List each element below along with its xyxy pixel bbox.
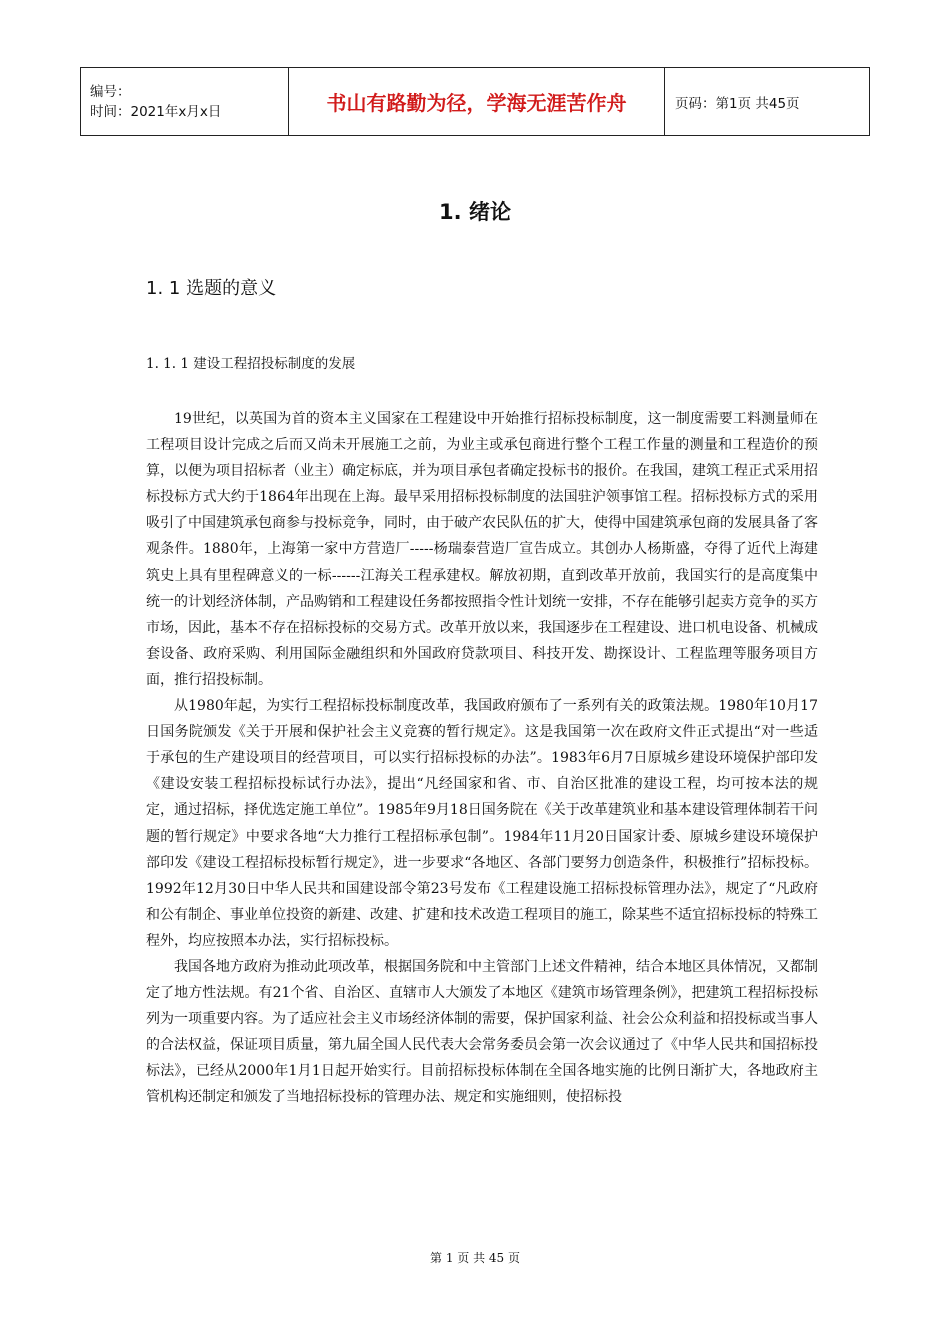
header-left-cell <box>81 68 289 136</box>
header-motto: 书山有路勤为径，学海无涯苦作舟 <box>289 68 665 136</box>
chapter-title: 1. 绪论 <box>439 200 511 224</box>
document-number-label: 编号： <box>90 83 131 100</box>
paragraph: 从1980年起，为实行工程招标投标制度改革，我国政府颁布了一系列有关的政策法规。1980年10月17日国务院颁发《关于开展和保护社会主义竞赛的暂行规定》。这是我国第一次在政府文件正式提出“对一些适于承包的生产建设项目的经营项目，可以实行招标投标的办法”。1983年6月7日原城乡建设环境保护部印发《建设安装工程招标投标试行办法》，提出“凡经国家和省、市、自治区批准的建设工程，均可按本法的规定，通过招标，择优选定施工单位”。1985年9月18日国务院在《关于改革建筑业和基本建设管理体制若干问题的暂行规定》中要求各地“大力推行工程招标承包制”。1984年11月20日国家计委、原城乡建设环境保护部印发《建设工程招标投标暂行规定》，进一步要求“各地区、各部门要努力创造条件，积极推行”招标投标。1992年12月30日中华人民共和国建设部令第23号发布《工程建设施工招标投标管理办法》，规定了“凡政府和公有制企、事业单位投资的新建、改建、扩建和技术改造工程项目的施工，除某些不适宜招标投标的特殊工程外，均应按照本办法，实行招标投标。 <box>146 698 818 949</box>
body-text <box>146 406 818 1111</box>
page-footer: 第 1 页 共 45 页 <box>430 1251 520 1265</box>
paragraph: 我国各地方政府为推动此项改革，根据国务院和中主管部门上述文件精神，结合本地区具体情况，又都制定了地方性法规。有21个省、自治区、直辖市人大颁发了本地区《建筑市场管理条例》，把建筑工程招标投标列为一项重要内容。为了适应社会主义市场经济体制的需要，保护国家利益、社会公众利益和招投标或当事人的合法权益，保证项目质量，第九届全国人民代表大会常务委员会第一次会议通过了《中华人民共和国招标投标法》，已经从2000年1月1日起开始实行。目前招标投标体制在全国各地实施的比例日渐扩大，各地政府主管机构还制定和颁发了当地招标投标的管理办法、规定和实施细则，使招标投 <box>146 958 818 1106</box>
document-time-label: 时间：2021年x月x日 <box>90 103 222 120</box>
section-title: 1. 1 选题的意义 <box>146 278 277 299</box>
paragraph: 19世纪，以英国为首的资本主义国家在工程建设中开始推行招标投标制度，这一制度需要工料测量师在工程项目设计完成之后而又尚未开展施工之前，为业主或承包商进行整个工程工作量的测量和工程造价的预算，以便为项目招标者（业主）确定标底，并为项目承包者确定投标书的报价。在我国，建筑工程正式采用招标投标方式大约于1864年出现在上海。最早采用招标投标制度的法国驻沪领事馆工程。招标投标方式的采用吸引了中国建筑承包商参与投标竞争，同时，由于破产农民队伍的扩大，使得中国建筑承包商的发展具备了客观条件。1880年，上海第一家中方营造厂-----杨瑞泰营造厂宣告成立。其创办人杨斯盛，夺得了近代上海建筑史上具有里程碑意义的一标------江海关工程承建权。解放初期，直到改革开放前，我国实行的是高度集中统一的计划经济体制，产品购销和工程建设任务都按照指令性计划统一安排，不存在能够引起卖方竞争的买方市场，因此，基本不存在招标投标的交易方式。改革开放以来，我国逐步在工程建设、进口机电设备、机械成套设备、政府采购、利用国际金融组织和外国政府贷款项目、科技开发、勘探设计、工程监理等服务项目方面，推行招投标制。 <box>146 411 818 688</box>
header-page-info: 页码：第1页 共45页 <box>665 68 870 136</box>
header-table <box>80 67 870 136</box>
subsection-title: 1. 1. 1 建设工程招投标制度的发展 <box>146 356 356 372</box>
